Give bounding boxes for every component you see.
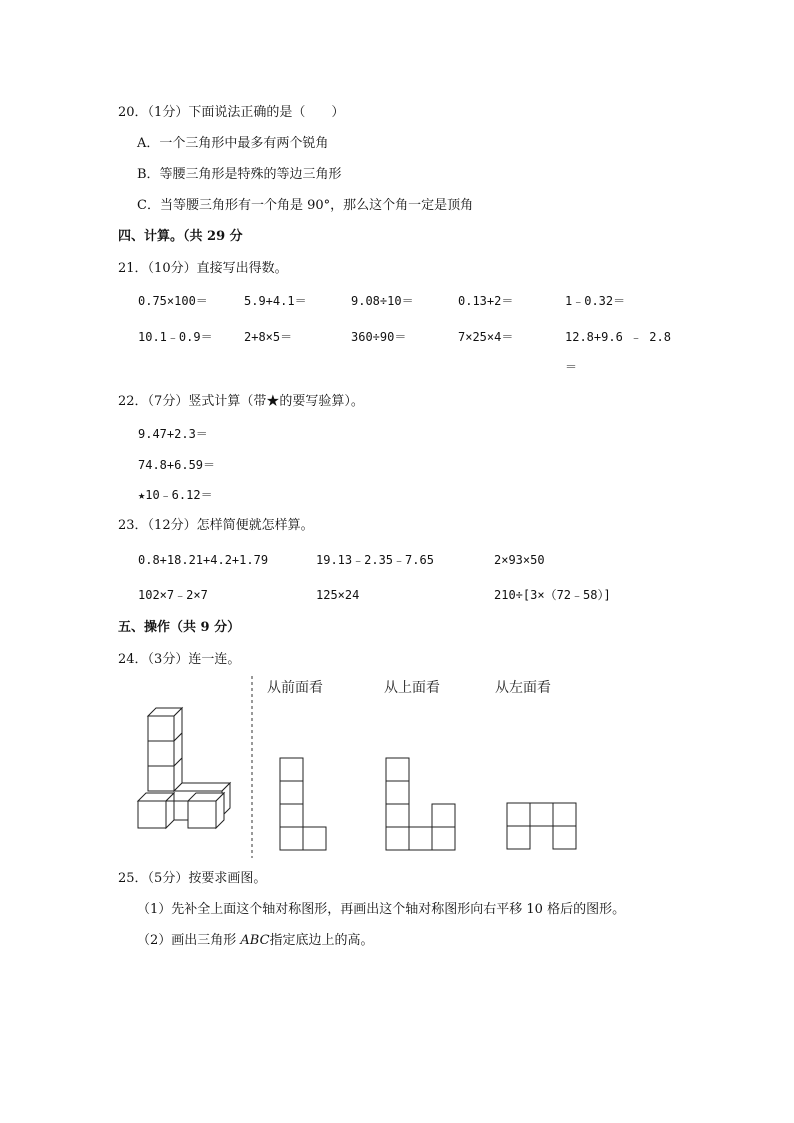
- q24-stem: 24．（3分）连一连。: [118, 652, 241, 667]
- view-label-left: 从左面看: [495, 680, 551, 696]
- q23-r2-c3: 210÷[3×（72﹣58）]: [494, 588, 611, 602]
- section4-title: 四、计算。（共 29 分: [118, 229, 243, 244]
- view-shape-3: [506, 802, 581, 852]
- q25-item-2-abc: ABC: [240, 933, 270, 948]
- q20-stem: 20．（1分）下面说法正确的是（ ）: [118, 105, 345, 120]
- q20-option-b: B．等腰三角形是特殊的等边三角形: [137, 167, 342, 182]
- q21-r1-c2: 5.9+4.1＝: [244, 294, 307, 308]
- q20-option-a: A．一个三角形中最多有两个锐角: [137, 136, 329, 151]
- view-shape-2: [385, 757, 460, 852]
- q21-r1-c1: 0.75×100＝: [138, 294, 208, 308]
- q25-item-2-pre: （2）画出三角形: [137, 933, 241, 948]
- q23-stem: 23．（12分）怎样简便就怎样算。: [118, 518, 314, 533]
- q21-r2-c4: 7×25×4＝: [458, 330, 514, 344]
- q21-r1-c5: 1﹣0.32＝: [565, 294, 626, 308]
- q25-item-2: [137, 932, 374, 950]
- view-label-top: 从上面看: [384, 680, 440, 696]
- q23-r2-c1: 102×7﹣2×7: [138, 588, 208, 602]
- q23-r1-c2: 19.13﹣2.35﹣7.65: [316, 553, 434, 567]
- q21-r2-c1: 10.1﹣0.9＝: [138, 330, 213, 344]
- q21-r1-c3: 9.08÷10＝: [351, 294, 414, 308]
- cube-stack-figure: [130, 700, 240, 835]
- q25-item-2-post: 指定底边上的高。: [269, 933, 374, 948]
- q22-stem: 22．（7分）竖式计算（带★的要写验算）。: [118, 394, 364, 409]
- q22-item-1: 9.47+2.3＝: [138, 427, 208, 441]
- q23-r1-c3: 2×93×50: [494, 553, 545, 567]
- dashed-divider: [250, 676, 254, 858]
- q25-stem: 25．（5分）按要求画图。: [118, 871, 267, 886]
- q20-option-c: C．当等腰三角形有一个角是 90°，那么这个角一定是顶角: [137, 198, 474, 213]
- q21-stem: 21．（10分）直接写出得数。: [118, 261, 288, 276]
- q21-r1-c4: 0.13+2＝: [458, 294, 514, 308]
- q21-r2-c3: 360÷90＝: [351, 330, 407, 344]
- q22-item-2: 74.8+6.59＝: [138, 458, 216, 472]
- q23-r2-c2: 125×24: [316, 588, 360, 602]
- view-label-front: 从前面看: [267, 680, 323, 696]
- q21-r2-c5-tail: ＝: [565, 360, 578, 374]
- q22-item-3: ★10﹣6.12＝: [138, 488, 213, 502]
- q21-r2-c2: 2+8×5＝: [244, 330, 293, 344]
- q23-r1-c1: 0.8+18.21+4.2+1.79: [138, 553, 269, 567]
- q25-item-1: （1）先补全上面这个轴对称图形，再画出这个轴对称图形向右平移 10 格后的图形。: [137, 902, 626, 917]
- q21-r2-c5: 12.8+9.6 ﹣ 2.8: [565, 330, 671, 344]
- section5-title: 五、操作（共 9 分）: [118, 620, 241, 635]
- view-shape-1: [279, 757, 329, 852]
